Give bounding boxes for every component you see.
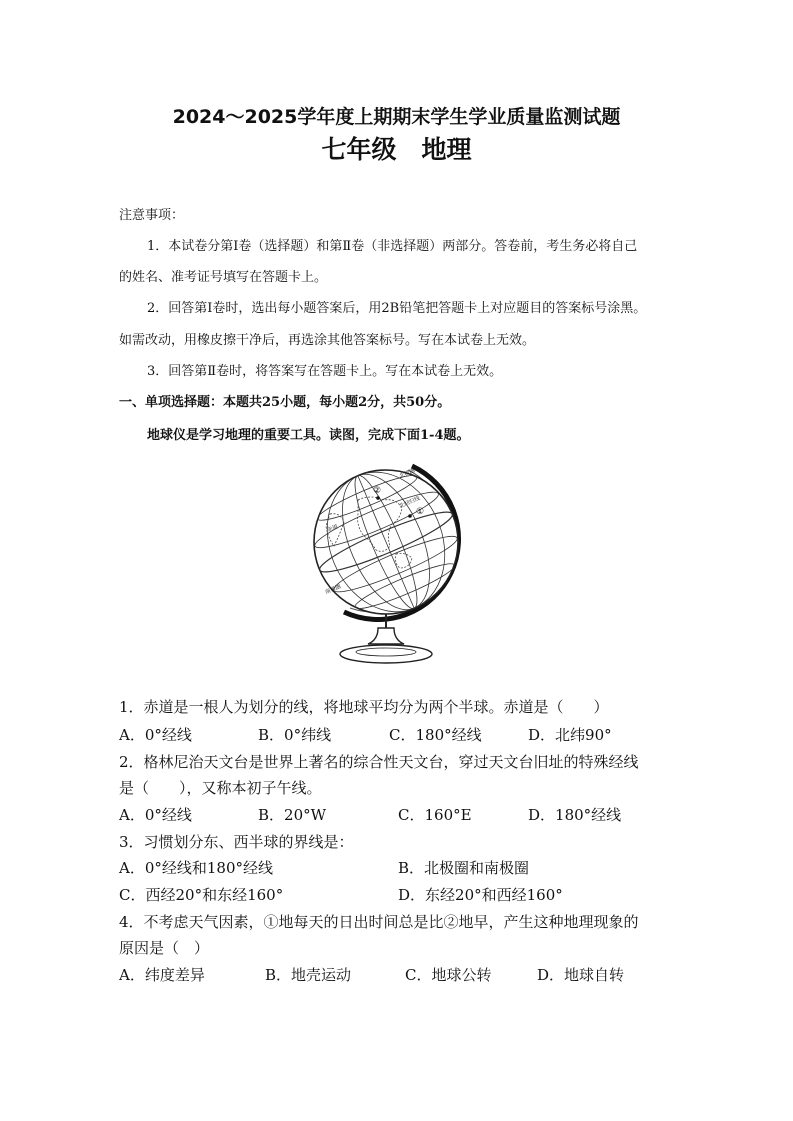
- q2-option-b: B．20°W: [258, 806, 327, 824]
- q3-option-c: C．西经20°和东经160°: [119, 886, 284, 904]
- q2-option-d: D．180°经线: [528, 806, 622, 824]
- label-north-polar: 北极圈: [398, 467, 416, 480]
- label-south-polar: 南极圈: [324, 583, 342, 596]
- exam-subtitle: 七年级 地理: [321, 135, 472, 164]
- section-intro: 地球仪是学习地理的重要工具。读图，完成下面1-4题。: [147, 428, 470, 443]
- q4-option-c: C．地球公转: [405, 966, 492, 984]
- label-equator: 赤道: [326, 524, 339, 534]
- q2-stem-line-2: 是（ ），又称本初子午线。: [119, 779, 322, 797]
- notes-line-3: 2．回答第Ⅰ卷时，选出每小题答案后，用2B铅笔把答题卡上对应题目的答案标号涂黑。: [147, 301, 647, 316]
- notes-line-2: 的姓名、准考证号填写在答题卡上。: [119, 270, 328, 285]
- point-2: [376, 496, 380, 500]
- point-1: [408, 514, 412, 518]
- q4-stem-line-2: 原因是（ ）: [119, 939, 210, 957]
- q3-option-b: B．北极圈和南极圈: [398, 859, 530, 877]
- q2-stem-line-1: 2．格林尼治天文台是世界上著名的综合性天文台，穿过天文台旧址的特殊经线: [119, 753, 639, 771]
- label-tropic-cancer: 北回归线: [398, 495, 422, 510]
- q3-option-a: A．0°经线和180°经线: [119, 859, 274, 877]
- q3-option-d: D．东经20°和西经160°: [398, 886, 563, 904]
- notes-heading: 注意事项：: [119, 208, 185, 223]
- q4-stem-line-1: 4．不考虑天气因素，①地每天的日出时间总是比②地早，产生这种地理现象的: [119, 913, 639, 931]
- notes-line-4: 如需改动，用橡皮擦干净后，再选涂其他答案标号。写在本试卷上无效。: [119, 333, 536, 348]
- q2-option-c: C．160°E: [398, 806, 472, 824]
- notes-line-1: 1．本试卷分第Ⅰ卷（选择题）和第Ⅱ卷（非选择题）两部分。答卷前，考生务必将自己: [147, 239, 638, 254]
- q4-option-a: A．纬度差异: [119, 966, 205, 984]
- q1-stem-line-1: 1．赤道是一根人为划分的线，将地球平均分为两个半球。赤道是（ ）: [119, 698, 609, 716]
- stand-neck: [368, 628, 404, 644]
- q3-stem-line-1: 3．习惯划分东、西半球的界线是：: [119, 833, 354, 851]
- q4-option-d: D．地球自转: [537, 966, 625, 984]
- q1-option-a: A．0°经线: [119, 726, 192, 744]
- q1-option-c: C．180°经线: [389, 726, 482, 744]
- q4-option-b: B．地壳运动: [265, 966, 352, 984]
- section-heading: 一、单项选择题：本题共25小题，每小题2分，共50分。: [119, 395, 451, 410]
- q1-option-d: D．北纬90°: [528, 726, 612, 744]
- notes-line-5: 3．回答第Ⅱ卷时，将答案写在答题卡上。写在本试卷上无效。: [147, 364, 503, 379]
- mark-1: ①: [416, 507, 425, 517]
- q2-option-a: A．0°经线: [119, 806, 192, 824]
- globe-figure: [300, 454, 500, 669]
- mark-2: ②: [373, 486, 382, 496]
- exam-title: 2024～2025学年度上期期末学生学业质量监测试题: [172, 106, 621, 128]
- q1-option-b: B．0°纬线: [258, 726, 332, 744]
